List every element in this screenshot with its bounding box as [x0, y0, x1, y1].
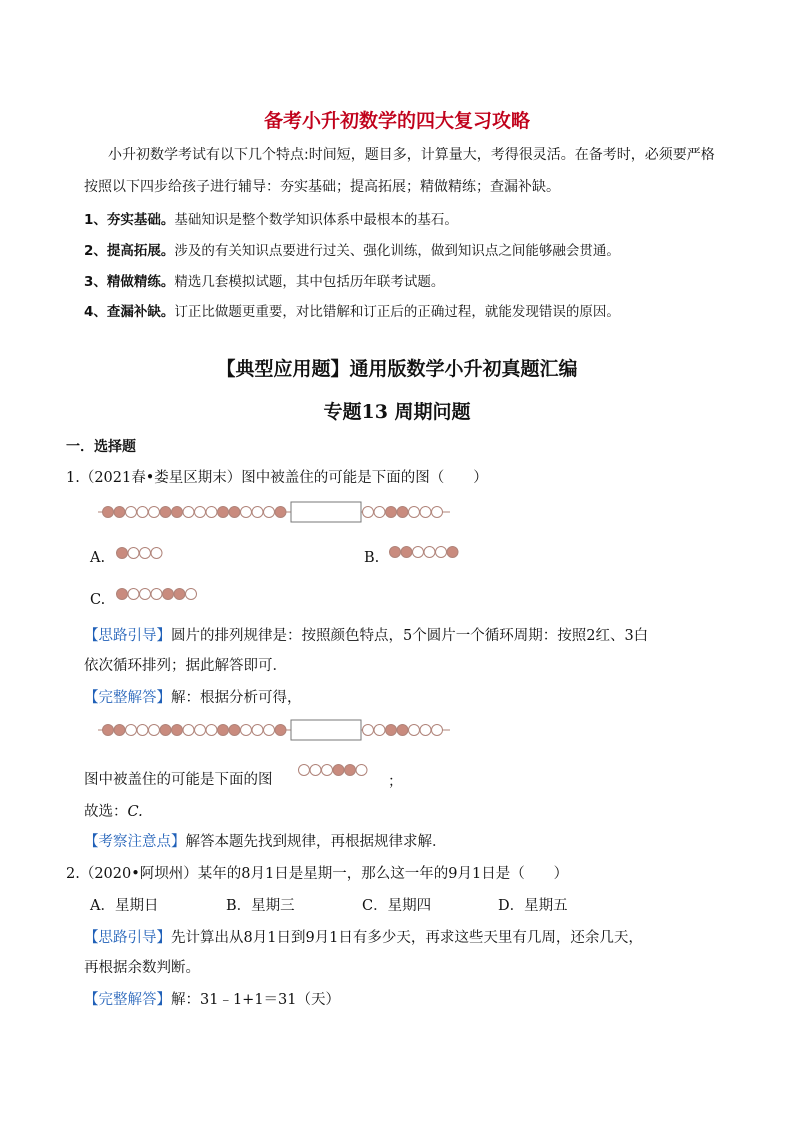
- white-bead: [206, 725, 217, 736]
- beads-right: [363, 507, 443, 518]
- tip-head: 1、夯实基础。: [84, 212, 175, 228]
- q2-option-d: D．星期五: [498, 898, 568, 914]
- white-bead: [241, 725, 252, 736]
- white-bead: [409, 507, 420, 518]
- answer-text: 解：根据分析可得，: [171, 690, 302, 706]
- white-bead: [149, 725, 160, 736]
- bead-strip-answer: [96, 718, 452, 742]
- red-bead: [117, 548, 128, 559]
- white-bead: [374, 725, 385, 736]
- white-bead: [186, 589, 197, 600]
- q2-answer-line: [84, 988, 340, 1009]
- red-bead: [390, 547, 401, 558]
- q2-option-c: C．星期四: [362, 898, 432, 914]
- white-bead: [149, 507, 160, 518]
- red-bead: [275, 725, 286, 736]
- white-bead: [151, 589, 162, 600]
- red-bead: [218, 725, 229, 736]
- red-bead: [447, 547, 458, 558]
- doc-subheading: 专题13 周期问题: [323, 401, 471, 423]
- q2-option-a: A．星期日: [90, 898, 159, 914]
- red-bead: [172, 725, 183, 736]
- doc-heading: 【典型应用题】通用版数学小升初真题汇编: [216, 358, 578, 380]
- tip-body: 基础知识是整个数学知识体系中最根本的基石。: [174, 212, 458, 228]
- white-bead: [299, 765, 310, 776]
- q2-hint-line-1: [84, 926, 643, 947]
- white-bead: [128, 589, 139, 600]
- red-bead: [386, 507, 397, 518]
- tip-1: [84, 208, 458, 228]
- red-bead: [114, 507, 125, 518]
- white-bead: [322, 765, 333, 776]
- white-bead: [310, 765, 321, 776]
- white-bead: [206, 507, 217, 518]
- q2-option-b: B．星期三: [226, 898, 295, 914]
- hint-tag: 【思路引导】: [84, 930, 171, 946]
- option-c-beads: [114, 584, 204, 604]
- choice-text: 故选：: [84, 804, 128, 820]
- tip-body: 精选几套模拟试题，其中包括历年联考试题。: [174, 274, 445, 290]
- tip-head: 2、提高拓展。: [84, 243, 175, 259]
- q1-option-c: C.: [90, 592, 106, 608]
- white-bead: [264, 507, 275, 518]
- white-bead: [241, 507, 252, 518]
- white-bead: [432, 725, 443, 736]
- white-bead: [252, 507, 263, 518]
- white-bead: [374, 507, 385, 518]
- red-bead: [229, 507, 240, 518]
- q1-hint-line-1: [84, 624, 648, 645]
- white-bead: [140, 589, 151, 600]
- q1-choice-line: [84, 800, 143, 821]
- white-bead: [356, 765, 367, 776]
- white-bead: [128, 548, 139, 559]
- white-bead: [183, 725, 194, 736]
- q1-hint-line-2: 依次循环排列；据此解答即可．: [84, 658, 287, 674]
- covered-text: 图中被盖住的可能是下面的图: [84, 772, 273, 788]
- q2-hint-line-2: 再根据余数判断。: [84, 960, 200, 976]
- hint-text: 先计算出从8月1日到9月1日有多少天，再求这些天里有几周，还余几天，: [171, 930, 643, 946]
- red-bead: [163, 589, 174, 600]
- choice-letter: C.: [127, 804, 143, 820]
- red-bead: [103, 507, 114, 518]
- white-bead: [140, 548, 151, 559]
- white-bead: [420, 507, 431, 518]
- red-bead: [397, 507, 408, 518]
- white-bead: [151, 548, 162, 559]
- tip-2: [84, 239, 620, 259]
- q1-option-b: B.: [364, 550, 380, 566]
- red-bead: [174, 589, 185, 600]
- red-bead: [218, 507, 229, 518]
- option-b-beads: [386, 542, 464, 562]
- red-bead: [172, 507, 183, 518]
- beads-left: [103, 725, 287, 736]
- white-bead: [432, 507, 443, 518]
- tip-4: [84, 300, 620, 320]
- white-bead: [363, 725, 374, 736]
- beads-left: [103, 507, 287, 518]
- cover-box: [291, 720, 361, 740]
- white-bead: [363, 507, 374, 518]
- hint-tag: 【思路引导】: [84, 628, 171, 644]
- white-bead: [436, 547, 447, 558]
- q1-option-a: A.: [90, 550, 106, 566]
- red-bead: [229, 725, 240, 736]
- red-bead: [275, 507, 286, 518]
- red-bead: [386, 725, 397, 736]
- red-bead: [397, 725, 408, 736]
- q2-stem: 2.（2020•阿坝州）某年的8月1日是星期一，那么这一年的9月1日是（ ）: [66, 866, 569, 882]
- tip-body: 订正比做题更重要，对比错解和订正后的正确过程，就能发现错误的原因。: [174, 304, 620, 320]
- hint-text: 圆片的排列规律是：按照颜色特点，5个圆片一个循环周期：按照2红、3白: [171, 628, 649, 644]
- bead-strip-main: [96, 500, 452, 524]
- white-bead: [195, 507, 206, 518]
- answer-text: 解：31﹣1+1＝31（天）: [171, 992, 341, 1008]
- q1-covered-line: [84, 768, 273, 789]
- page-title: 备考小升初数学的四大复习攻略: [263, 110, 530, 132]
- tip-head: 3、精做精练。: [84, 274, 175, 290]
- tip-3: [84, 270, 444, 290]
- tip-body: 涉及的有关知识点要进行过关、强化训练，做到知识点之间能够融会贯通。: [174, 243, 620, 259]
- q1-note-line: [84, 830, 447, 851]
- cover-box: [291, 502, 361, 522]
- section-title: 一．选择题: [66, 439, 136, 455]
- beads-right: [363, 725, 443, 736]
- red-bead: [401, 547, 412, 558]
- tip-head: 4、查漏补缺。: [84, 304, 175, 320]
- red-bead: [160, 507, 171, 518]
- intro-line-1: 小升初数学考试有以下几个特点:时间短，题目多，计算量大，考得很灵活。在备考时，必须要严格: [108, 147, 715, 163]
- white-bead: [420, 725, 431, 736]
- red-bead: [345, 765, 356, 776]
- white-bead: [183, 507, 194, 518]
- intro-line-2: 按照以下四步给孩子进行辅导：夯实基础；提高拓展；精做精练；查漏补缺。: [84, 179, 560, 195]
- white-bead: [424, 547, 435, 558]
- white-bead: [137, 507, 148, 518]
- answer-tag: 【完整解答】: [84, 690, 171, 706]
- red-bead: [160, 725, 171, 736]
- covered-beads: [296, 760, 386, 780]
- white-bead: [413, 547, 424, 558]
- red-bead: [117, 589, 128, 600]
- red-bead: [103, 725, 114, 736]
- white-bead: [252, 725, 263, 736]
- white-bead: [126, 507, 137, 518]
- covered-end: ；: [388, 774, 403, 790]
- note-text: 解答本题先找到规律，再根据规律求解．: [185, 834, 447, 850]
- white-bead: [126, 725, 137, 736]
- option-a-beads: [114, 543, 168, 563]
- q1-answer-line: [84, 686, 302, 707]
- note-tag: 【考察注意点】: [84, 834, 186, 850]
- white-bead: [409, 725, 420, 736]
- white-bead: [195, 725, 206, 736]
- red-bead: [114, 725, 125, 736]
- white-bead: [264, 725, 275, 736]
- red-bead: [333, 765, 344, 776]
- q1-stem: 1.（2021春•娄星区期末）图中被盖住的可能是下面的图（ ）: [66, 470, 488, 486]
- white-bead: [137, 725, 148, 736]
- answer-tag: 【完整解答】: [84, 992, 171, 1008]
